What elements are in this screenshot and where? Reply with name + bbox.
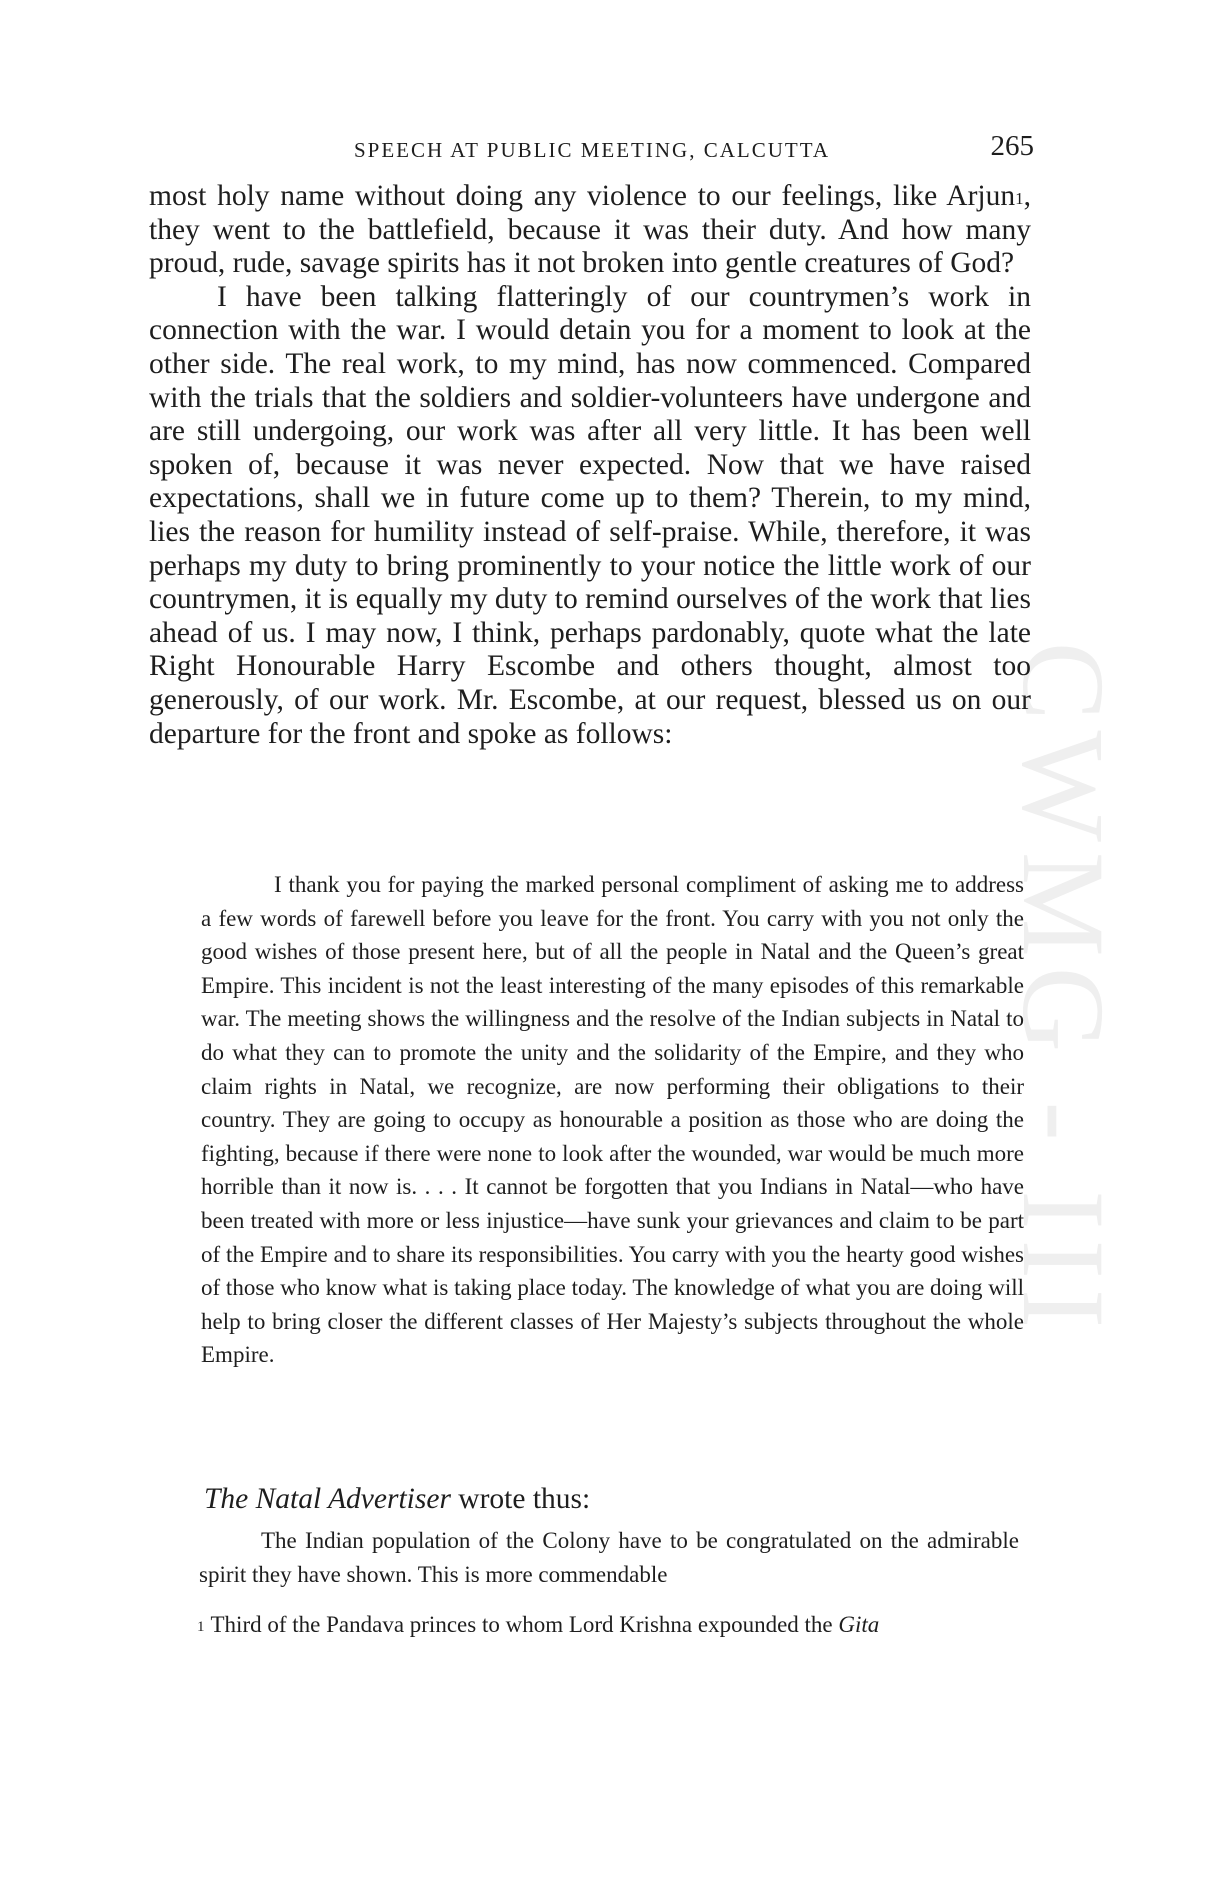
source-attribution-suffix: wrote thus: — [450, 1483, 591, 1515]
running-title: SPEECH AT PUBLIC MEETING, CALCUTTA — [353, 138, 831, 162]
block-quote-advertiser: The Indian population of the Colony have to be congratulated on the admirable spirit they have shown. This is more commendable — [199, 1528, 1019, 1587]
publication-title: The Natal Advertiser — [204, 1483, 451, 1515]
paragraph-1-text-a: most holy name without doing any violence to our feelings, like Arjun — [149, 180, 1016, 212]
page-number: 265 — [990, 130, 1034, 162]
source-attribution — [204, 1481, 590, 1517]
watermark: CWMG - III — [998, 641, 1129, 1339]
footnote-marker: 1 — [197, 1619, 205, 1635]
running-header — [150, 130, 1034, 170]
footnote-reference: 1 — [1015, 189, 1024, 208]
footnote-italic-term: Gita — [838, 1612, 880, 1637]
paragraph-1-text-b: , they went to the battlefield, because it was their duty. And how many proud, rude, savage spirits has it not broken into gentle creatures of God? — [149, 180, 1031, 280]
body-text — [149, 180, 1031, 751]
paragraph-2: I have been talking flatteringly of our countrymen’s work in connection with the war. I would detain you for a moment to look at the other side. The real work, to my mind, has now commenced. Compared with the trials that the soldiers and soldier-volunteers have undergone and are still undergoing, our work was after all very little. It has been well spoken of, because it was never expected. Now that we have raised expectations, shall we in future come up to them? Therein, to my mind, lies the reason for humility instead of self-praise. While, therefore, it was perhaps my duty to bring prominently to your notice the little work of our countrymen, it is equally my duty to remind ourselves of the work that lies ahead of us. I may now, I think, perhaps pardonably, quote what the late Right Honourable Harry Escombe and others thought, almost too generously, of our work. Mr. Escombe, at our request, blessed us on our departure for the front and spoke as follows: — [149, 280, 1031, 750]
footnote-text: Third of the Pandava princes to whom Lord Krishna expounded the — [210, 1612, 839, 1637]
paragraph-1 — [149, 180, 1031, 281]
footnote — [197, 1610, 1021, 1640]
block-quote-escombe: I thank you for paying the marked personal compliment of asking me to address a few words of farewell before you leave for the front. You carry with you not only the good wishes of those present here, but of all the people in Natal and the Queen’s great Empire. This incident is not the least interesting of the many episodes of this remarkable war. The meeting shows the willingness and the resolve of the Indian subjects in Natal to do what they can to promote the unity and the solidarity of the Empire, and they who claim rights in Natal, we recognize, are now performing their obligations to their country. They are going to occupy as honourable a position as those who are doing the fighting, because if there were none to look after the wounded, war would be much more horrible than it now is. . . . It cannot be forgotten that you Indians in Natal—who have been treated with more or less injustice—have sunk your grievances and claim to be part of the Empire and to share its responsibilities. You carry with you the hearty good wishes of those who know what is taking place today. The knowledge of what you are doing will help to bring closer the different classes of Her Majesty’s subjects throughout the whole Empire. — [201, 872, 1024, 1368]
